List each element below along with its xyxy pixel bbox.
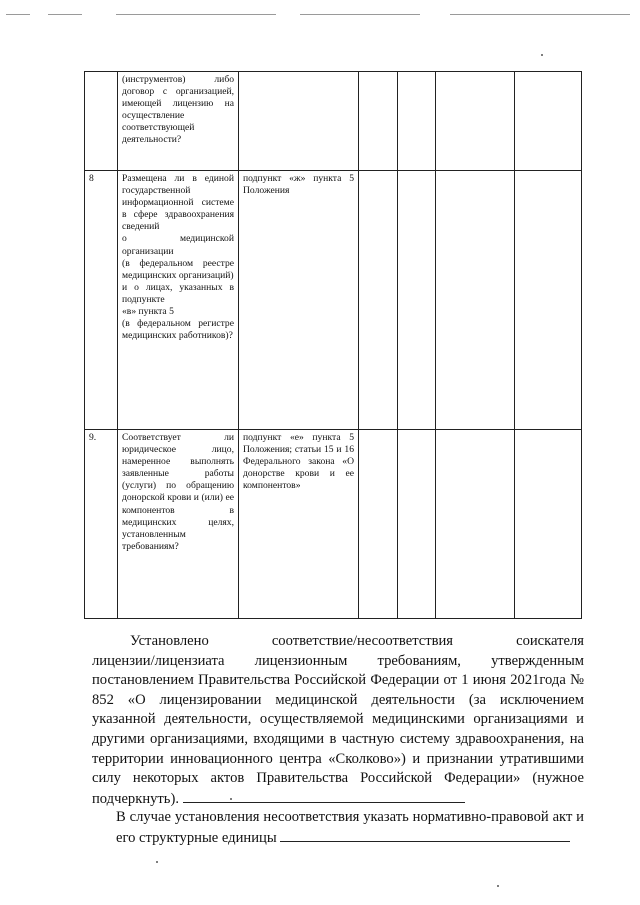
row-number: 9. [85,430,118,619]
legal-reference [239,72,359,171]
answer-cell [436,72,515,171]
paragraph-first-line [92,632,584,652]
paragraph-word: соответствие/несоответствия [271,633,454,649]
question-line: (в федеральном регистре медицинских работников)? [122,318,234,342]
scan-speck [497,885,499,887]
question-line: (инструментов) либо договор с организацией, имеющей лицензию на осуществление соответствующей деятельности? [122,74,234,146]
paragraph-word: соискателя [516,633,584,649]
question-line: Размещена ли в единой государственной информационной системе в сфере здравоохранения сведений [122,173,234,233]
scan-speck [156,861,158,863]
fill-in-line [280,828,570,842]
question-line: и о лицах, указанных в подпункте [122,281,234,305]
answer-cell [398,72,436,171]
answer-cell [436,171,515,430]
row-number: 8 [85,171,118,430]
scan-speck [541,54,543,56]
answer-cell [515,72,582,171]
paragraph-text-wrap [92,808,584,848]
question-line: «в» пункта 5 [122,306,174,318]
table-row [85,72,582,171]
row-number [85,72,118,171]
legal-reference: подпункт «е» пункта 5 Положения; статьи 15 и 16 Федерального закона «О донорстве крови и ее компонентов» [239,430,359,619]
answer-cell [359,430,398,619]
legal-reference: подпункт «ж» пункта 5 Положения [239,171,359,430]
requirement-question [118,430,239,619]
answer-cell [359,72,398,171]
conclusion-paragraph [92,632,584,809]
requirement-question [118,72,239,171]
paragraph-word: Установлено [130,633,209,649]
scan-edge-artifact [0,14,640,20]
fill-in-line [183,789,465,803]
paragraph-text: В случае установления несоответствия указать нормативно-правовой акт и его структурные единицы [116,809,584,846]
question-line: о медицинской организации [122,233,234,257]
table-row [85,171,582,430]
answer-cell [359,171,398,430]
question-line: (в федеральном реестре медицинских организаций) [122,257,234,281]
question-line: Соответствует ли юридическое лицо, намеренное выполнять заявленные работы (услуги) по обращению донорской крови и (или) ее компонентов в медицинских целях, установленным требованиям? [122,432,234,552]
requirement-question [118,171,239,430]
answer-cell [515,171,582,430]
paragraph-text: лицензии/лицензиата лицензионным требованиям, утвержденным постановлением Правительства Российской Федерации от 1 июня 2021года № 852 «О лицензировании медицинской деятельности (за исключением указанной деятельности, осуществляемой медицинскими организациями и другими организациями, входящими в частную систему здравоохранения, на территории инновационного центра «Сколково») и признании утратившими силу некоторых актов Правительства Российской Федерации» (нужное подчеркнуть). [92,652,584,807]
answer-cell [515,430,582,619]
nonconformity-paragraph [92,808,584,848]
answer-cell [398,171,436,430]
table-row [85,430,582,619]
answer-cell [398,430,436,619]
answer-cell [436,430,515,619]
requirements-table [84,71,582,619]
